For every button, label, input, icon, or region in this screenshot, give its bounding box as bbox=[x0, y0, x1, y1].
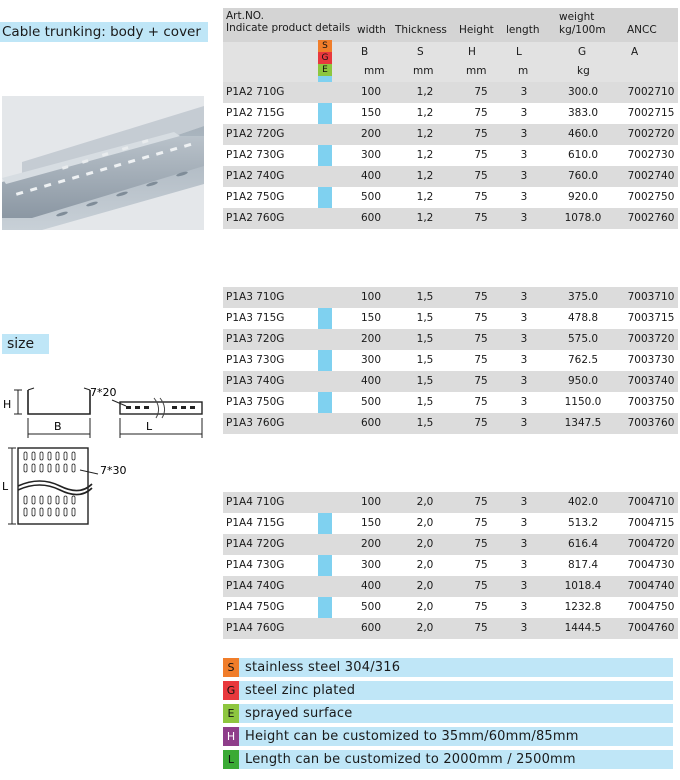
table-cell: P1A3 760G bbox=[226, 417, 285, 429]
dimension-drawing bbox=[0, 378, 215, 528]
unit-g: kg bbox=[577, 65, 590, 77]
table-cell: 75 bbox=[474, 559, 488, 571]
table-cell: 600 bbox=[360, 212, 382, 224]
table-cell: 1347.5 bbox=[564, 417, 602, 429]
table-cell: P1A2 740G bbox=[226, 170, 285, 182]
table-p1a4 bbox=[223, 492, 678, 639]
table-cell: 610.0 bbox=[567, 149, 599, 161]
legend-zinc bbox=[223, 681, 673, 700]
table-cell: 3 bbox=[520, 333, 528, 345]
table-cell: 75 bbox=[474, 291, 488, 303]
table-cell: 1444.5 bbox=[564, 622, 602, 634]
table-cell: 400 bbox=[360, 170, 382, 182]
dim-h: H bbox=[3, 398, 12, 411]
table-cell: 2,0 bbox=[416, 559, 434, 571]
table-cell: 75 bbox=[474, 375, 488, 387]
table-cell: 300 bbox=[360, 354, 382, 366]
table-cell: 100 bbox=[360, 291, 382, 303]
table-cell: 75 bbox=[474, 354, 488, 366]
table-cell: P1A2 715G bbox=[226, 107, 285, 119]
table-cell: 200 bbox=[360, 333, 382, 345]
table-cell: 1,2 bbox=[416, 149, 434, 161]
table-cell: 2,0 bbox=[416, 496, 434, 508]
table-cell: 75 bbox=[474, 170, 488, 182]
table-cell: 1,5 bbox=[416, 396, 434, 408]
table-cell: 3 bbox=[520, 128, 528, 140]
table-cell: 600 bbox=[360, 417, 382, 429]
table-cell: 1,5 bbox=[416, 354, 434, 366]
table-cell: 7002730 bbox=[627, 149, 675, 161]
table-row bbox=[223, 618, 678, 639]
legend-letter: G bbox=[223, 681, 239, 700]
legend-letter: E bbox=[223, 704, 239, 723]
table-cell: P1A2 720G bbox=[226, 128, 285, 140]
table-cell: 7004710 bbox=[627, 496, 675, 508]
legend-text: stainless steel 304/316 bbox=[245, 660, 401, 675]
table-row bbox=[223, 392, 678, 413]
product-photo bbox=[2, 96, 204, 230]
table-row bbox=[223, 103, 678, 124]
table-cell: 75 bbox=[474, 107, 488, 119]
table-cell: P1A4 740G bbox=[226, 580, 285, 592]
table-cell: 2,0 bbox=[416, 622, 434, 634]
table-cell: 3 bbox=[520, 354, 528, 366]
sym-h: H bbox=[468, 46, 476, 58]
table-row bbox=[223, 124, 678, 145]
sym-b: B bbox=[361, 46, 369, 58]
table-cell: 2,0 bbox=[416, 580, 434, 592]
table-cell: 3 bbox=[520, 417, 528, 429]
table-row bbox=[223, 371, 678, 392]
table-cell: P1A2 710G bbox=[226, 86, 285, 98]
table-cell: 300 bbox=[360, 559, 382, 571]
table-cell: 3 bbox=[520, 559, 528, 571]
table-cell: 7002710 bbox=[627, 86, 675, 98]
table-cell: 75 bbox=[474, 212, 488, 224]
sym-s: S bbox=[417, 46, 424, 58]
table-cell: 7003760 bbox=[627, 417, 675, 429]
table-cell: 400 bbox=[360, 375, 382, 387]
table-cell: 300.0 bbox=[567, 86, 599, 98]
slot-plan-label: 7*30 bbox=[100, 464, 127, 477]
table-cell: 3 bbox=[520, 538, 528, 550]
table-cell: P1A4 710G bbox=[226, 496, 285, 508]
table-cell: 75 bbox=[474, 580, 488, 592]
table-cell: P1A4 730G bbox=[226, 559, 285, 571]
legend-letter: L bbox=[223, 750, 239, 769]
dim-l-plan: L bbox=[2, 480, 9, 493]
table-p1a3 bbox=[223, 287, 678, 434]
table-cell: P1A2 750G bbox=[226, 191, 285, 203]
table-cell: 150 bbox=[360, 107, 382, 119]
section-title: Cable trunking: body + cover bbox=[0, 22, 208, 42]
table-cell: 7003730 bbox=[627, 354, 675, 366]
unit-s: mm bbox=[413, 65, 434, 77]
table-cell: 950.0 bbox=[567, 375, 599, 387]
table-cell: 3 bbox=[520, 86, 528, 98]
header-weight-unit: kg/100m bbox=[559, 24, 606, 36]
table-cell: 7002740 bbox=[627, 170, 675, 182]
header-ancc: ANCC bbox=[627, 24, 657, 36]
table-row bbox=[223, 308, 678, 329]
table-cell: 7002720 bbox=[627, 128, 675, 140]
table-row bbox=[223, 413, 678, 434]
table-cell: 7004750 bbox=[627, 601, 675, 613]
table-cell: P1A4 760G bbox=[226, 622, 285, 634]
table-cell: 75 bbox=[474, 128, 488, 140]
table-cell: 75 bbox=[474, 86, 488, 98]
table-cell: 460.0 bbox=[567, 128, 599, 140]
table-row bbox=[223, 145, 678, 166]
table-cell: 500 bbox=[360, 191, 382, 203]
table-cell: 616.4 bbox=[567, 538, 599, 550]
table-cell: 762.5 bbox=[567, 354, 599, 366]
table-cell: P1A3 750G bbox=[226, 396, 285, 408]
table-cell: 1,5 bbox=[416, 333, 434, 345]
table-row bbox=[223, 350, 678, 371]
table-cell: 3 bbox=[520, 496, 528, 508]
table-cell: 817.4 bbox=[567, 559, 599, 571]
table-cell: P1A3 740G bbox=[226, 375, 285, 387]
table-cell: 3 bbox=[520, 170, 528, 182]
table-row bbox=[223, 82, 678, 103]
table-cell: 75 bbox=[474, 417, 488, 429]
table-cell: 7002715 bbox=[627, 107, 675, 119]
table-cell: 75 bbox=[474, 496, 488, 508]
table-cell: 2,0 bbox=[416, 601, 434, 613]
table-cell: 7003740 bbox=[627, 375, 675, 387]
legend-length bbox=[223, 750, 673, 769]
table-row bbox=[223, 492, 678, 513]
header-length: length bbox=[506, 24, 540, 36]
header-indicate: Indicate product details bbox=[226, 22, 351, 34]
table-cell: 3 bbox=[520, 396, 528, 408]
table-row bbox=[223, 576, 678, 597]
table-cell: 200 bbox=[360, 128, 382, 140]
dim-l-side: L bbox=[146, 420, 153, 433]
table-cell: 3 bbox=[520, 601, 528, 613]
size-label: size bbox=[2, 334, 49, 354]
table-cell: 7003750 bbox=[627, 396, 675, 408]
table-cell: P1A3 720G bbox=[226, 333, 285, 345]
dim-b: B bbox=[54, 420, 62, 433]
legend-letter: H bbox=[223, 727, 239, 746]
table-row bbox=[223, 166, 678, 187]
table-cell: 3 bbox=[520, 580, 528, 592]
table-cell: 760.0 bbox=[567, 170, 599, 182]
table-cell: 1,5 bbox=[416, 312, 434, 324]
letter-s: S bbox=[318, 40, 332, 52]
table-cell: 500 bbox=[360, 601, 382, 613]
table-header bbox=[223, 8, 678, 84]
table-row bbox=[223, 555, 678, 576]
table-cell: 1,2 bbox=[416, 212, 434, 224]
table-cell: 100 bbox=[360, 496, 382, 508]
table-cell: 500 bbox=[360, 396, 382, 408]
table-row bbox=[223, 597, 678, 618]
table-cell: 7004715 bbox=[627, 517, 675, 529]
table-cell: 75 bbox=[474, 538, 488, 550]
table-cell: 1,2 bbox=[416, 107, 434, 119]
table-cell: 1,5 bbox=[416, 291, 434, 303]
legend-text: sprayed surface bbox=[245, 706, 353, 721]
table-cell: 7004760 bbox=[627, 622, 675, 634]
table-cell: 3 bbox=[520, 622, 528, 634]
table-cell: 1,2 bbox=[416, 191, 434, 203]
table-cell: P1A3 715G bbox=[226, 312, 285, 324]
table-cell: 375.0 bbox=[567, 291, 599, 303]
table-cell: 1,5 bbox=[416, 375, 434, 387]
letter-g: G bbox=[318, 52, 332, 64]
header-artno: Art.NO. bbox=[226, 10, 264, 22]
table-cell: 2,0 bbox=[416, 538, 434, 550]
table-cell: 402.0 bbox=[567, 496, 599, 508]
table-cell: 75 bbox=[474, 396, 488, 408]
table-cell: 575.0 bbox=[567, 333, 599, 345]
table-cell: 150 bbox=[360, 517, 382, 529]
unit-b: mm bbox=[364, 65, 385, 77]
table-cell: 383.0 bbox=[567, 107, 599, 119]
legend-stainless bbox=[223, 658, 673, 677]
table-cell: 1150.0 bbox=[564, 396, 602, 408]
table-cell: 7004730 bbox=[627, 559, 675, 571]
table-cell: 7002750 bbox=[627, 191, 675, 203]
table-p1a2 bbox=[223, 82, 678, 229]
legend-sprayed bbox=[223, 704, 673, 723]
table-cell: P1A4 750G bbox=[226, 601, 285, 613]
table-cell: 1,2 bbox=[416, 128, 434, 140]
table-row bbox=[223, 187, 678, 208]
table-cell: 7004740 bbox=[627, 580, 675, 592]
table-row bbox=[223, 513, 678, 534]
sym-l: L bbox=[516, 46, 522, 58]
table-cell: 478.8 bbox=[567, 312, 599, 324]
table-cell: 400 bbox=[360, 580, 382, 592]
table-cell: P1A3 730G bbox=[226, 354, 285, 366]
table-row bbox=[223, 208, 678, 229]
table-cell: 7003720 bbox=[627, 333, 675, 345]
table-row bbox=[223, 534, 678, 555]
table-cell: 1078.0 bbox=[564, 212, 602, 224]
table-cell: 3 bbox=[520, 107, 528, 119]
header-width: width bbox=[357, 24, 386, 36]
table-cell: 1232.8 bbox=[564, 601, 602, 613]
table-cell: P1A3 710G bbox=[226, 291, 285, 303]
table-cell: 1,2 bbox=[416, 170, 434, 182]
unit-l: m bbox=[518, 65, 529, 77]
table-cell: P1A4 715G bbox=[226, 517, 285, 529]
sym-g: G bbox=[578, 46, 587, 58]
legend-text: steel zinc plated bbox=[245, 683, 356, 698]
table-cell: 2,0 bbox=[416, 517, 434, 529]
table-cell: 75 bbox=[474, 312, 488, 324]
legend-text: Height can be customized to 35mm/60mm/85mm bbox=[245, 729, 579, 744]
table-cell: 3 bbox=[520, 291, 528, 303]
table-cell: 75 bbox=[474, 191, 488, 203]
table-cell: 200 bbox=[360, 538, 382, 550]
table-row bbox=[223, 329, 678, 350]
header-weight: weight bbox=[559, 11, 595, 23]
letter-e: E bbox=[318, 64, 332, 76]
table-cell: 513.2 bbox=[567, 517, 599, 529]
table-cell: P1A4 720G bbox=[226, 538, 285, 550]
table-cell: 3 bbox=[520, 517, 528, 529]
table-cell: 300 bbox=[360, 149, 382, 161]
table-cell: 7004720 bbox=[627, 538, 675, 550]
table-cell: 75 bbox=[474, 622, 488, 634]
table-cell: 75 bbox=[474, 601, 488, 613]
table-cell: 75 bbox=[474, 149, 488, 161]
table-cell: 600 bbox=[360, 622, 382, 634]
table-cell: P1A2 760G bbox=[226, 212, 285, 224]
table-cell: 7003715 bbox=[627, 312, 675, 324]
table-cell: 3 bbox=[520, 212, 528, 224]
table-cell: 100 bbox=[360, 86, 382, 98]
table-cell: 3 bbox=[520, 312, 528, 324]
slot-side-label: 7*20 bbox=[90, 386, 117, 399]
table-row bbox=[223, 287, 678, 308]
header-height: Height bbox=[459, 24, 494, 36]
table-cell: 75 bbox=[474, 517, 488, 529]
table-cell: P1A2 730G bbox=[226, 149, 285, 161]
table-cell: 7002760 bbox=[627, 212, 675, 224]
table-cell: 75 bbox=[474, 333, 488, 345]
legend-text: Length can be customized to 2000mm / 2500mm bbox=[245, 752, 576, 767]
table-cell: 3 bbox=[520, 191, 528, 203]
cable-tray-image bbox=[2, 96, 204, 230]
table-cell: 7003710 bbox=[627, 291, 675, 303]
sym-a: A bbox=[631, 46, 639, 58]
table-cell: 920.0 bbox=[567, 191, 599, 203]
table-cell: 1,2 bbox=[416, 86, 434, 98]
table-cell: 3 bbox=[520, 375, 528, 387]
header-thickness: Thickness bbox=[395, 24, 447, 36]
legend-height bbox=[223, 727, 673, 746]
table-cell: 1018.4 bbox=[564, 580, 602, 592]
table-cell: 1,5 bbox=[416, 417, 434, 429]
legend-letter: S bbox=[223, 658, 239, 677]
unit-h: mm bbox=[466, 65, 487, 77]
table-cell: 150 bbox=[360, 312, 382, 324]
table-cell: 3 bbox=[520, 149, 528, 161]
